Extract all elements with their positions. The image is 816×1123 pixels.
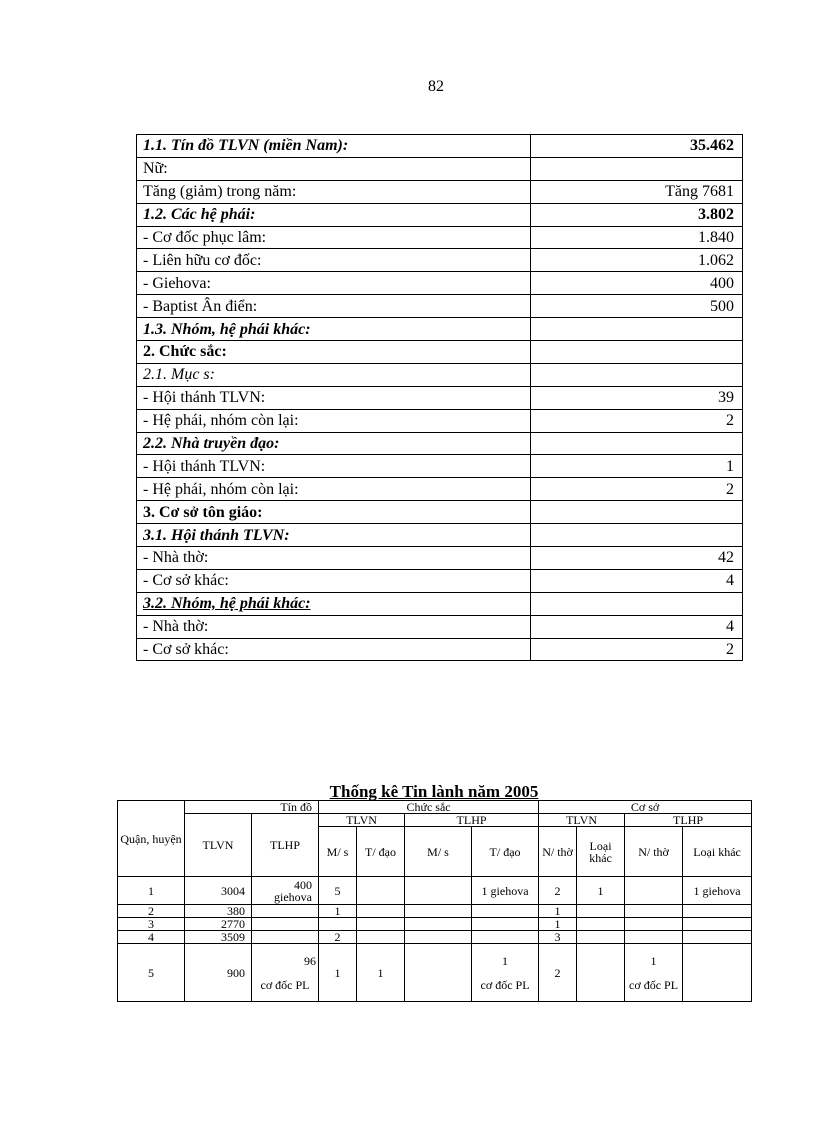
table-row [137, 547, 743, 570]
cell: 5 [118, 944, 185, 1002]
cell [683, 944, 752, 1002]
row-value [531, 524, 743, 547]
cell [625, 905, 683, 918]
table-row [137, 180, 743, 203]
cell [577, 918, 625, 931]
row-value [531, 592, 743, 615]
header-chuc-sac: Chức sắc [319, 801, 539, 814]
header-col: M/ s [405, 827, 472, 877]
table-row [137, 272, 743, 295]
table-row [137, 501, 743, 524]
cell [472, 918, 539, 931]
cell: 2770 [185, 918, 252, 931]
row-value: 2 [531, 638, 743, 661]
row-label: - Nhà thờ: [137, 547, 531, 570]
table-row [137, 203, 743, 226]
cell [405, 944, 472, 1002]
cell-value: 1 [502, 953, 509, 968]
table-row [137, 318, 743, 341]
table-title: Thống kê Tin lành năm 2005 [329, 782, 539, 801]
cell [357, 877, 405, 905]
cell [252, 905, 319, 918]
row-value: 1.840 [531, 226, 743, 249]
cell: 380 [185, 905, 252, 918]
row-value: 4 [531, 569, 743, 592]
row-value: 3.802 [531, 203, 743, 226]
row-label: 2.1. Mục s: [137, 363, 531, 386]
row-value: Tăng 7681 [531, 180, 743, 203]
cell: 3 [539, 931, 577, 944]
row-label: - Cơ sở khác: [137, 569, 531, 592]
row-value: 2 [531, 409, 743, 432]
cell [683, 905, 752, 918]
row-label: 3. Cơ sở tôn giáo: [137, 501, 531, 524]
cell: 1 [539, 918, 577, 931]
row-label: - Hội thánh TLVN: [137, 386, 531, 409]
cell: 1 [577, 877, 625, 905]
header-district: Quận, huyện [118, 801, 185, 877]
table-row [137, 478, 743, 501]
row-value [531, 341, 743, 364]
row-value: 4 [531, 615, 743, 638]
table-row [137, 615, 743, 638]
row-label: - Hội thánh TLVN: [137, 455, 531, 478]
cell: 2 [118, 905, 185, 918]
row-value [531, 501, 743, 524]
religion-stats-table [136, 134, 743, 661]
header-col: N/ thờ [625, 827, 683, 877]
header-col: M/ s [319, 827, 357, 877]
table-row [137, 524, 743, 547]
protestant-2005-table [117, 800, 752, 1002]
cell [625, 918, 683, 931]
cell: 1 [319, 944, 357, 1002]
table-row [137, 157, 743, 180]
row-label: Tăng (giảm) trong năm: [137, 180, 531, 203]
row-value [531, 363, 743, 386]
cell [252, 944, 319, 1002]
header-col: N/ thờ [539, 827, 577, 877]
row-label: - Hệ phái, nhóm còn lại: [137, 409, 531, 432]
header-co-so: Cơ sở [539, 801, 752, 814]
header-col: Loại khác [683, 827, 752, 877]
table-row [137, 363, 743, 386]
cell [319, 918, 357, 931]
cell-value: 1 [650, 953, 657, 968]
table-row [137, 135, 743, 158]
cell [357, 905, 405, 918]
cell [625, 944, 683, 1002]
cell: 4 [118, 931, 185, 944]
cell: 1 giehova [472, 877, 539, 905]
table-row [137, 295, 743, 318]
cell [405, 918, 472, 931]
table-row [137, 432, 743, 455]
table-row [137, 592, 743, 615]
cell [357, 918, 405, 931]
cell: 1 [357, 944, 405, 1002]
cell [625, 877, 683, 905]
header-col: T/ đạo [472, 827, 539, 877]
cell: 900 [185, 944, 252, 1002]
row-value: 42 [531, 547, 743, 570]
table-row [137, 638, 743, 661]
header-tin-do: Tín đồ [185, 801, 319, 814]
cell-note: cơ đốc PL [480, 977, 530, 992]
cell [577, 944, 625, 1002]
cell [472, 944, 539, 1002]
header-col: TLHP [252, 814, 319, 877]
header-col: Loại khác [577, 827, 625, 877]
row-label: - Baptist Ân điển: [137, 295, 531, 318]
header-col: TLVN [185, 814, 252, 877]
table-row [137, 409, 743, 432]
cell: 3509 [185, 931, 252, 944]
row-value [531, 157, 743, 180]
row-label: 1.2. Các hệ phái: [137, 203, 531, 226]
row-value [531, 432, 743, 455]
cell [405, 931, 472, 944]
cell [472, 905, 539, 918]
row-label: 1.1. Tín đồ TLVN (miền Nam): [137, 135, 531, 158]
header-chuc-sac-tlhp: TLHP [405, 814, 539, 827]
table-row [137, 386, 743, 409]
row-label: - Cơ sở khác: [137, 638, 531, 661]
cell [405, 905, 472, 918]
row-value: 500 [531, 295, 743, 318]
header-col: T/ đạo [357, 827, 405, 877]
cell [252, 918, 319, 931]
row-value [531, 318, 743, 341]
cell [252, 931, 319, 944]
cell: 5 [319, 877, 357, 905]
header-chuc-sac-tlvn: TLVN [319, 814, 405, 827]
page-number: 82 [428, 78, 444, 95]
row-label: - Hệ phái, nhóm còn lại: [137, 478, 531, 501]
row-label: - Nhà thờ: [137, 615, 531, 638]
cell [577, 905, 625, 918]
cell: 2 [539, 877, 577, 905]
cell: 3004 [185, 877, 252, 905]
cell-note: cơ đốc PL [629, 977, 679, 992]
row-label: - Cơ đốc phục lâm: [137, 226, 531, 249]
cell [405, 877, 472, 905]
cell: 1 [118, 877, 185, 905]
cell [357, 931, 405, 944]
cell-value: 96 [304, 953, 317, 968]
row-value: 400 [531, 272, 743, 295]
row-value: 1 [531, 455, 743, 478]
cell [625, 931, 683, 944]
row-value: 2 [531, 478, 743, 501]
cell: 1 giehova [683, 877, 752, 905]
row-label: 2. Chức sắc: [137, 341, 531, 364]
row-label: - Giehova: [137, 272, 531, 295]
cell [683, 931, 752, 944]
row-value: 39 [531, 386, 743, 409]
cell: 3 [118, 918, 185, 931]
cell [577, 931, 625, 944]
header-co-so-tlvn: TLVN [539, 814, 625, 827]
cell-note: cơ đốc PL [260, 977, 310, 992]
header-co-so-tlhp: TLHP [625, 814, 752, 827]
cell: 2 [539, 944, 577, 1002]
cell: 1 [319, 905, 357, 918]
table-row [137, 455, 743, 478]
row-value: 1.062 [531, 249, 743, 272]
table-row [137, 249, 743, 272]
row-label: 2.2. Nhà truyền đạo: [137, 432, 531, 455]
cell [472, 931, 539, 944]
row-label: 3.1. Hội thánh TLVN: [137, 524, 531, 547]
row-label: Nữ: [137, 157, 531, 180]
cell: 2 [319, 931, 357, 944]
cell: 1 [539, 905, 577, 918]
table-row [137, 341, 743, 364]
row-label: 3.2. Nhóm, hệ phái khác: [137, 592, 531, 615]
row-label: 1.3. Nhóm, hệ phái khác: [137, 318, 531, 341]
table-row [137, 226, 743, 249]
cell [683, 918, 752, 931]
row-label: - Liên hữu cơ đốc: [137, 249, 531, 272]
table-row [137, 569, 743, 592]
row-value: 35.462 [531, 135, 743, 158]
cell: 400 giehova [252, 877, 319, 905]
